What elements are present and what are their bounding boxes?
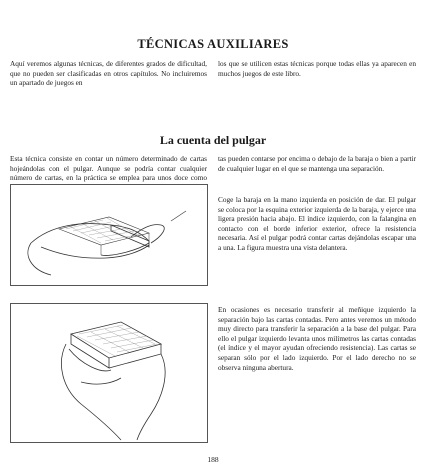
section-left-column: Esta técnica consiste en contar un número determinado de cartas hojeándolas con el pulgar. Aunque se podría contar cualquier número de cartas, en la práctica se emplea para unos doce como: [10, 154, 207, 183]
hand-separating-cards-drawing: [11, 304, 207, 442]
section-right-column: tas pueden contarse por encima o debajo de la baraja o bien a partir de cualquier lugar en el que se mantenga una separación.: [218, 154, 416, 173]
page-number: 188: [207, 455, 219, 464]
figure-2-illustration: [10, 303, 208, 443]
page-title: TÉCNICAS AUXILIARES: [137, 37, 289, 51]
figure-1-caption: Coge la baraja en la mano izquierda en posición de dar. El pulgar se coloca por la esquina exterior izquierda de la baraja, y ejerce una ligera presión hacia abajo. El índice izquierdo, con la falangina en contacto con el borde inferior exterior, ofrece la resistencia necesaria. Así el pulgar podrá contar cartas dejándolas escapar una a una. La figura muestra una vista delantera.: [218, 195, 416, 252]
intro-right-column: los que se utilicen estas técnicas porque todas ellas ya aparecen en muchos juegos de este libro.: [218, 59, 416, 78]
section-title: La cuenta del pulgar: [159, 133, 267, 147]
figure-1-illustration: [10, 184, 208, 286]
hand-holding-deck-drawing: [11, 185, 207, 285]
intro-left-column: Aquí veremos algunas técnicas, de diferentes grados de dificultad, que no pueden ser clasificadas en otros capítulos. No incluiremos un apartado de juegos en: [10, 59, 207, 88]
figure-2-caption: En ocasiones es necesario transferir al meñique izquierdo la separación bajo las cartas contadas. Pero antes veremos un método muy directo para transferir la separación a la base del pulgar. Para ello el pulgar izquierdo levanta unos milímetros las cartas contadas (el índice y el mayor ayudan ofreciendo resistencia). Las cartas se separan sólo por el lado izquierdo. Por el lado derecho no se observa ninguna abertura.: [218, 305, 416, 372]
